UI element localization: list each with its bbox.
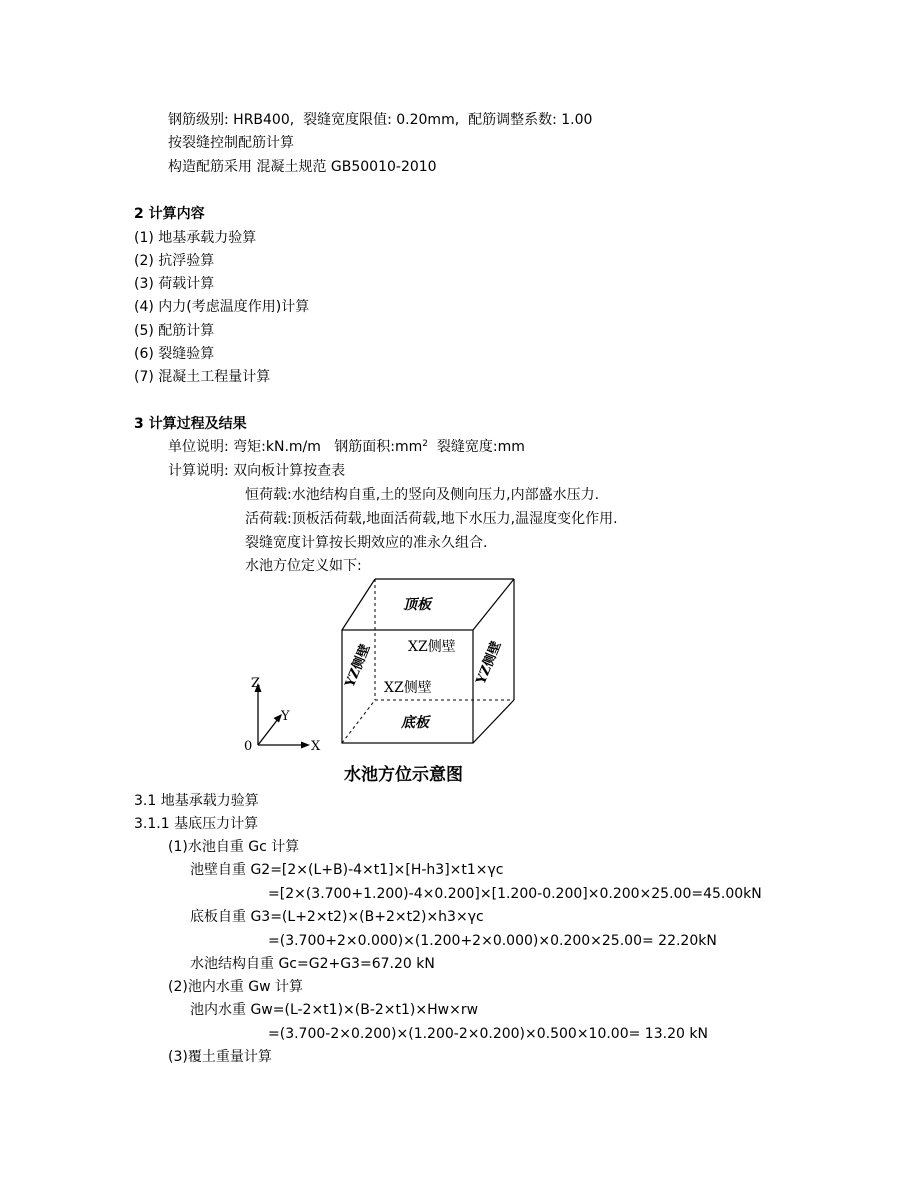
dead-load-note: 恒荷载:水池结构自重,土的竖向及侧向压力,内部盛水压力.	[245, 487, 600, 503]
list-item: (5) 配筋计算	[134, 323, 215, 339]
gw-calc-title: (2)池内水重 Gw 计算	[168, 979, 304, 995]
y-axis-label: Y	[281, 709, 290, 724]
tank-diagram-svg	[238, 573, 528, 788]
list-item: (6) 裂缝验算	[134, 346, 215, 362]
list-item: (2) 抗浮验算	[134, 253, 215, 269]
units-line	[168, 437, 525, 457]
list-item: (7) 混凝土工程量计算	[134, 369, 271, 385]
list-item: (4) 内力(考虑温度作用)计算	[134, 299, 310, 315]
gc-total: 水池结构自重 Gc=G2+G3=67.20 kN	[190, 956, 435, 972]
z-axis-label: Z	[251, 676, 261, 691]
units-suffix: 裂缝宽度:mm	[427, 439, 525, 455]
list-item: (1) 地基承载力验算	[134, 230, 257, 246]
x-axis-label: X	[311, 739, 321, 754]
units-superscript: 2	[422, 439, 428, 449]
edge-top-left	[342, 579, 375, 630]
edge-bottom-right	[473, 700, 514, 743]
orientation-note: 水池方位定义如下:	[245, 558, 362, 574]
g3-formula: 底板自重 G3=(L+2×t2)×(B+2×t2)×h3×γc	[190, 909, 484, 925]
top-slab-label: 顶板	[403, 597, 431, 613]
bottom-slab-label: 底板	[401, 715, 429, 731]
section-2-heading: 2 计算内容	[134, 206, 205, 222]
live-load-note: 活荷载:顶板活荷载,地面活荷载,地下水压力,温湿度变化作用.	[245, 511, 618, 527]
crack-control-line: 按裂缝控制配筋计算	[168, 135, 294, 151]
code-reference-line: 构造配筋采用 混凝土规范 GB50010-2010	[168, 159, 437, 175]
section-3-heading: 3 计算过程及结果	[134, 416, 247, 432]
xz-wall-label-front: XZ侧壁	[384, 680, 432, 696]
list-item: (3) 荷载计算	[134, 276, 215, 292]
xz-wall-label-back: XZ侧壁	[408, 639, 456, 655]
x-axis-arrow	[301, 742, 310, 749]
rebar-spec-line: 钢筋级别: HRB400, 裂缝宽度限值: 0.20mm, 配筋调整系数: 1.00	[168, 112, 593, 128]
g2-formula: 池壁自重 G2=[2×(L+B)-4×t1]×[H-h3]×t1×γc	[190, 862, 504, 878]
crack-width-note: 裂缝宽度计算按长期效应的准永久组合.	[245, 535, 488, 551]
hidden-bottom-left-edge	[342, 700, 375, 743]
origin-label: 0	[244, 739, 253, 754]
yz-wall-label-left: YZ侧壁	[342, 642, 374, 690]
gc-calc-title: (1)水池自重 Gc 计算	[168, 839, 300, 855]
section-3-1-heading: 3.1 地基承载力验算	[134, 793, 259, 809]
units-prefix: 单位说明: 弯矩:kN.m/m 钢筋面积:mm	[168, 439, 423, 455]
y-axis	[258, 719, 278, 745]
figure-caption: 水池方位示意图	[344, 765, 463, 785]
g3-value: =(3.700+2×0.000)×(1.200+2×0.000)×0.200×25.00= 22.20kN	[268, 933, 717, 949]
calc-note-line: 计算说明: 双向板计算按查表	[168, 463, 346, 479]
edge-top-right	[473, 579, 514, 630]
gw-value: =(3.700-2×0.200)×(1.200-2×0.200)×0.500×10.00= 13.20 kN	[268, 1026, 708, 1042]
soil-calc-title: (3)覆土重量计算	[168, 1049, 272, 1065]
g2-value: =[2×(3.700+1.200)-4×0.200]×[1.200-0.200]×0.200×25.00=45.00kN	[268, 886, 762, 902]
yz-wall-label-right: YZ侧壁	[473, 639, 505, 687]
tank-orientation-figure	[238, 573, 528, 788]
section-3-1-1-heading: 3.1.1 基底压力计算	[134, 816, 259, 832]
gw-formula: 池内水重 Gw=(L-2×t1)×(B-2×t1)×Hw×rw	[190, 1002, 479, 1018]
